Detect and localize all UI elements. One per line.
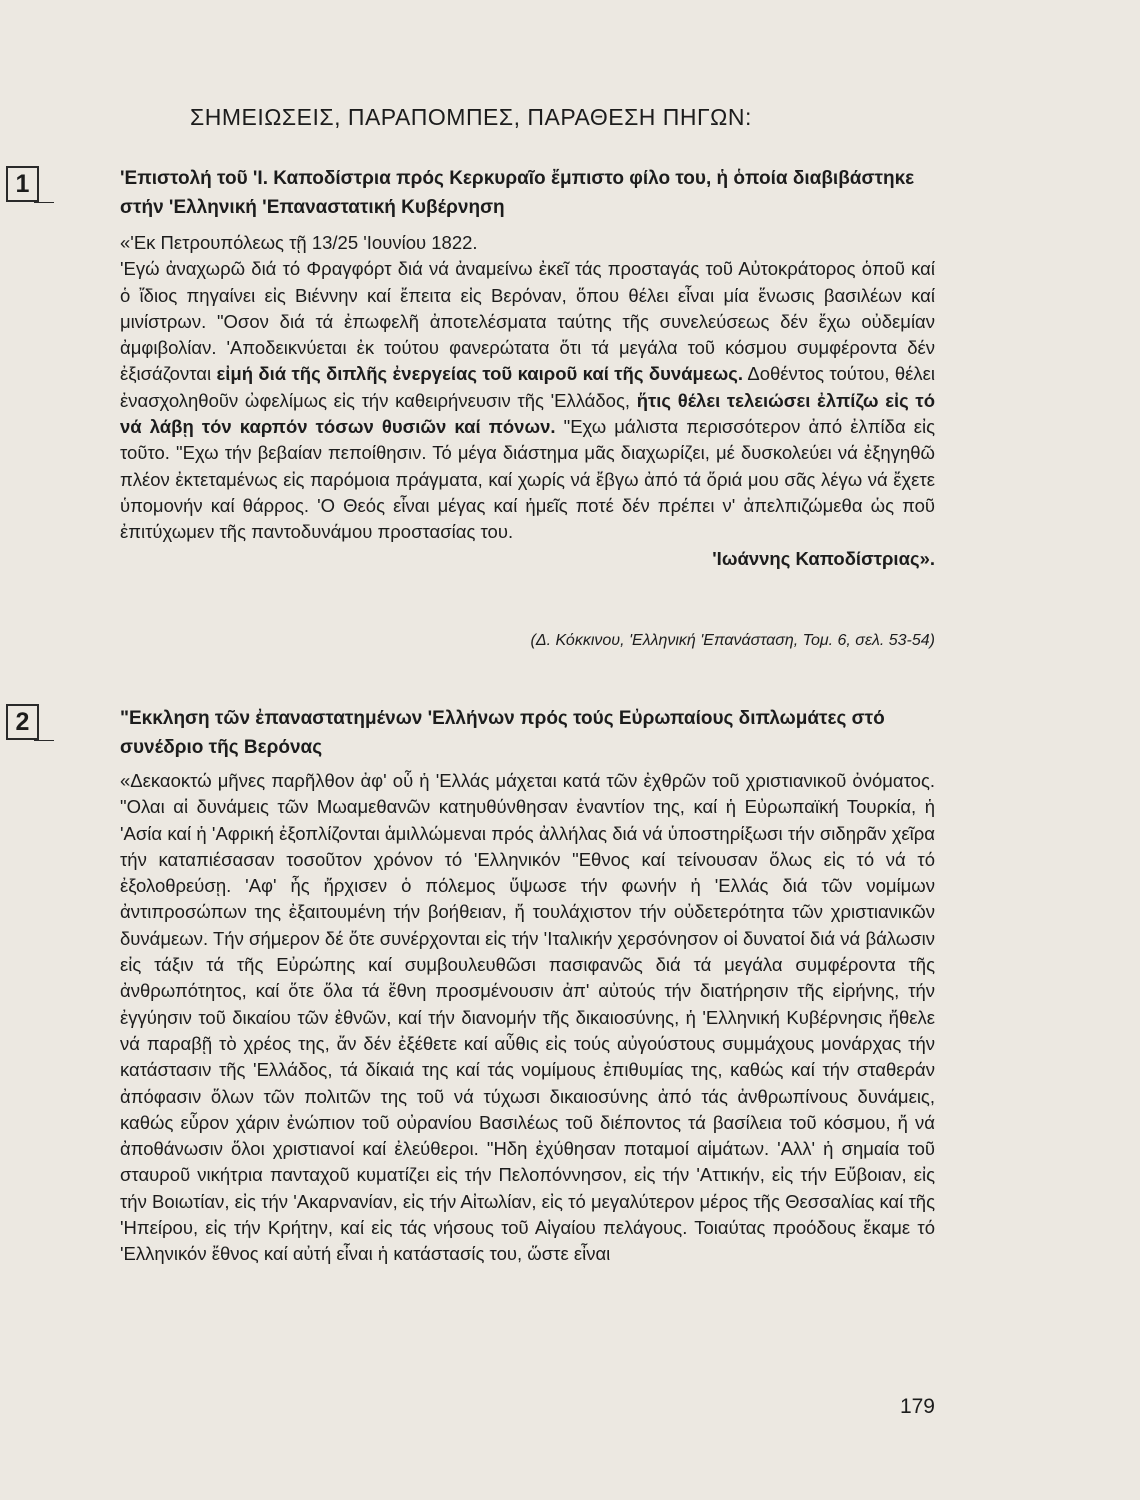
letter-bold-text: ἥτις θέλει τελειώσει ἐλπίζω εἰς τό νά λάβῃ τόν καρπόν τόσων θυσιῶν καί πόνων. — [120, 389, 935, 438]
letter-paragraph — [120, 256, 935, 545]
letter-bold-text: εἰμή διά τῆς διπλῆς ἐνεργείας τοῦ καιροῦ καί τῆς δυνάμεως. — [216, 363, 743, 385]
appeal-paragraph: «Δεκαοκτώ μῆνες παρῆλθον ἀφ' οὗ ἡ 'Ελλάς μάχεται κατά τῶν ἐχθρῶν τοῦ χριστιανικοῦ ὀνόματος. "Ολαι αἱ δυνάμεις τῶν Μωαμεθανῶν κατηυθύνθησαν ἐναντίον της, καί ἡ Εὐρωπαϊκή Τουρκία, ἡ 'Ασία καί ἡ 'Αφρική ἐξοπλίζονται ἁμιλλώμεναι πρός ἀλλήλας διά νά ὑποστηρίξωσι τήν σιδηρᾶν χεῖρα τήν καταπιέσασαν τοσοῦτον χρόνον τό 'Ελληνικόν "Εθνος καί τείνουσαν ὅλως εἰς τό νά τό ἐξολοθρεύσῃ. 'Αφ' ἧς ἤρχισεν ὁ πόλεμος ὕψωσε τήν φωνήν ἡ 'Ελλάς διά τῶν νομίμων ἀντιπροσώπων της ἐξαιτουμένη τήν βοήθειαν, ἤ τουλάχιστον τήν οὐδετερότητα τῶν χριστιανικῶν δυνάμεων. Τήν σήμερον δέ ὅτε συνέρχονται εἰς τήν 'Ιταλικήν χερσόνησον οἱ δυνατοί διά νά βάλωσιν εἰς τάξιν τά τῆς Εὐρώπης καί συμβουλευθῶσι πασιφανῶς διά τά μεγάλα συμφέροντα τῆς ἀνθρωπότητος, καί ὅτε ὅλα τά ἔθνη προσμένουσιν ἀπ' αὐτούς τήν διατήρησιν τῆς εἰρήνης, τήν ἐγγύησιν τοῦ δικαίου τῶν ἐθνῶν, καί τήν διανομήν τῆς δικαιοσύνης, ἡ 'Ελληνική Κυβέρνησις ἤθελε νά παραβῇ τὸ χρέος της, ἄν δέν ἐξέθετε καί αὖθις εἰς τούς αὐγούστους συμμάχους μονάρχας τήν κατάστασιν τῆς 'Ελλάδος, τά δίκαιά της καί τάς νομίμους ἐπιθυμίας της, καθώς καί τήν σταθεράν ἀπόφασιν ὅλων τῶν πολιτῶν της τοῦ νά τύχωσι δικαιοσύνης ἀπό τάς ἀνθρωπίνους δυνάμεις, καθώς εὗρον χάριν ἐνώπιον τοῦ οὐρανίου Βασιλέως τοῦ διέποντος τά βασίλεια τοῦ κόσμου, ἤ νά ἀποθάνωσιν ὅλοι χριστιανοί καί ἐλεύθεροι. "Ηδη ἐχύθησαν ποταμοί αἱμάτων. 'Αλλ' ἡ σημαία τοῦ σταυροῦ νικήτρια πανταχοῦ κυματίζει εἰς τήν Πελοπόννησον, εἰς τήν 'Αττικήν, εἰς τήν Εὔβοιαν, εἰς τήν Βοιωτίαν, εἰς τήν 'Ακαρνανίαν, εἰς τήν Αἰτωλίαν, εἰς τό μεγαλύτερον μέρος τῆς Θεσσαλίας καί τῆς 'Ηπείρου, εἰς τήν Κρήτην, καί εἰς τάς νήσους τοῦ Αἰγαίου πελάγους. Τοιαύτας προόδους ἔκαμε τό 'Ελληνικόν ἔθνος καί αὐτή εἶναι ἡ κατάστασίς του, ὥστε εἶναι — [120, 770, 935, 1265]
letter-text: 'Εγώ ἀναχωρῶ διά τό Φραγφόρτ διά νά ἀναμείνω ἐκεῖ τάς προσταγάς τοῦ Αὐτοκράτορος ὁποῦ καί ὁ ἴδιος πηγαίνει εἰς Βιέννην καί ἔπειτα εἰς Βερόναν, ὅπου θέλει εἶναι μία ἕνωσις βασιλέων καί μινίστρων. "Οσον διά τά ἐπωφελῆ ἀποτελέσματα ταύτης τῆς συνελεύσεως δέν ἔχω οὐδεμίαν ἀμφιβολίαν. 'Αποδεικνύεται ἐκ τούτου φανερώτατα ὅτι τά μεγάλα τοῦ κόσμου συμφέροντα δέν ἐξισάζονται — [120, 258, 935, 385]
note-number-box: 2 — [6, 704, 39, 740]
letter-signature: 'Ιωάννης Καποδίστριας». — [712, 547, 935, 569]
note-title: "Εκκληση τῶν ἐπαναστατημένων 'Ελλήνων πρός τούς Εὐρωπαίους διπλωμάτες στό συνέδριο τῆς Βερόνας — [120, 708, 885, 758]
page-heading: ΣΗΜΕΙΩΣΕΙΣ, ΠΑΡΑΠΟΜΠΕΣ, ΠΑΡΑΘΕΣΗ ΠΗΓΩΝ: — [190, 104, 752, 130]
letter-text: Δοθέντος τούτου, θέλει ἐνασχοληθοῦν ὠφελίμως εἰς τήν καθειρήνευσιν τῆς 'Ελλάδος, — [120, 363, 935, 411]
note-body — [120, 230, 935, 572]
letter-dateline: «'Εκ Πετρουπόλεως τῇ 13/25 'Ιουνίου 1822. — [120, 232, 478, 253]
letter-text: "Εχω μάλιστα περισσότερον ἀπό ἐλπίδα εἰς τοῦτο. "Εχω τήν βεβαίαν πεποίθησιν. Τό μέγα διάστημα μᾶς διαχωρίζει, μέ δυσκολεύει νά ἐξηγηθῶ πλέον ἐκτεταμένως εἰς παρόμοια πράγματα, καί χωρίς νά ἔβγω ἀπό τά ὅριά μου σᾶς λέγω νά ἔχετε ὑπομονήν καί θάρρος. 'Ο Θεός εἶναι μέγας καί ἡμεῖς ποτέ δέν πρέπει ν' ἀπελπιζώμεθα ὡς ποῦ ἐπιτύχωμεν τῆς παντοδυνάμου προστασίας του. — [120, 416, 936, 543]
note-number-box: 1 — [6, 166, 39, 202]
source-citation: (Δ. Κόκκινου, 'Ελληνική 'Επανάσταση, Τομ. 6, σελ. 53-54) — [530, 632, 935, 649]
note-title: 'Επιστολή τοῦ 'Ι. Καποδίστρια πρός Κερκυραῖο ἔμπιστο φίλο του, ἡ ὁποία διαβιβάστηκε στήν 'Ελληνική 'Επαναστατική Κυβέρνηση — [120, 168, 915, 218]
page-number: 179 — [899, 1395, 935, 1418]
note-body — [120, 768, 935, 1268]
